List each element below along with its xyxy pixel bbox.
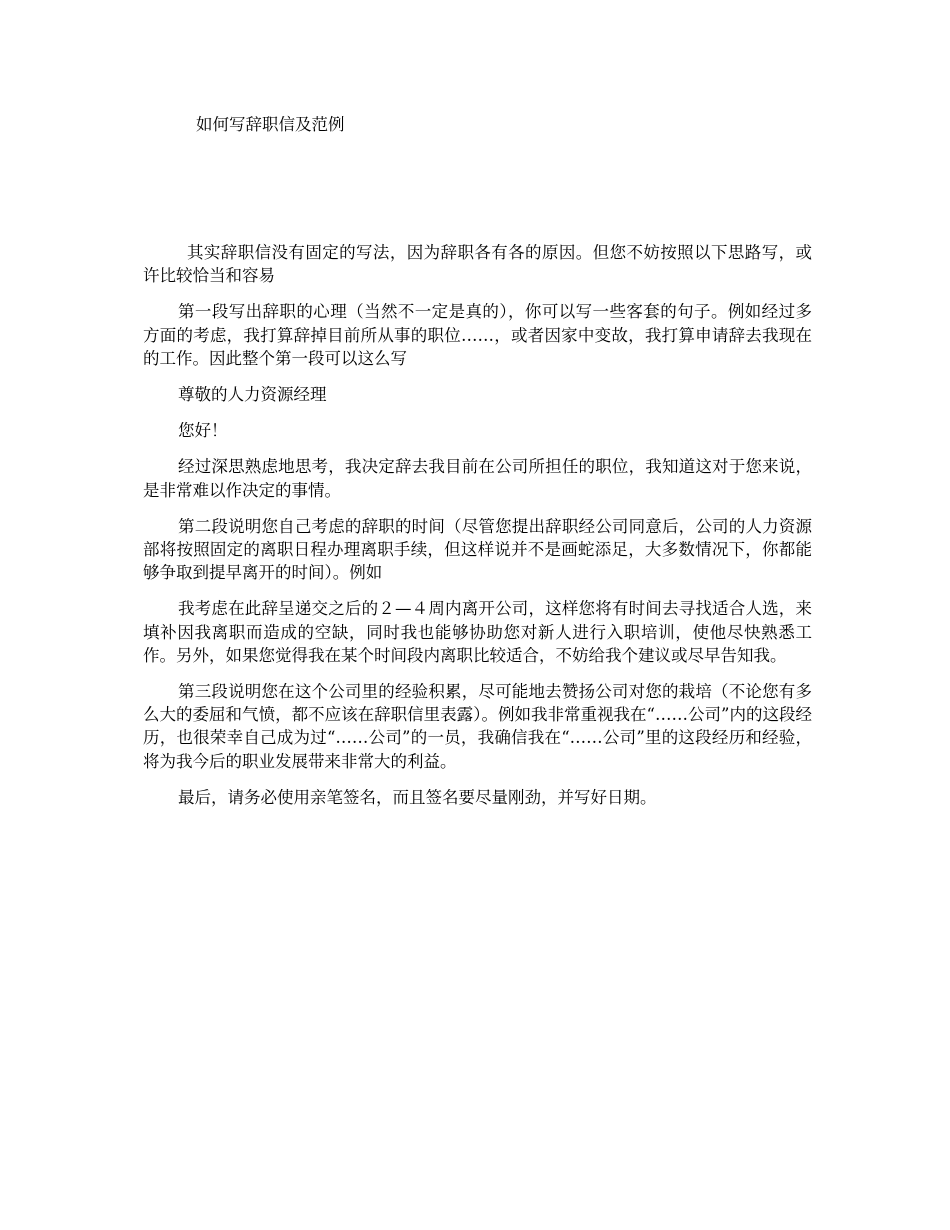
paragraph-second-section-guide: 第二段说明您自己考虑的辞职的时间（尽管您提出辞职经公司同意后，公司的人力资源部将按照固定的离职日程办理离职手续，但这样说并不是画蛇添足，大多数情况下，你都能够争取到提早离开的时间）。例如: [143, 516, 812, 583]
paragraph-first-section-guide: 第一段写出辞职的心理（当然不一定是真的），你可以写一些客套的句子。例如经过多方面的考虑，我打算辞掉目前所从事的职位……，或者因家中变故，我打算申请辞去我现在的工作。因此整个第一段可以这么写: [143, 302, 812, 368]
document-body: [143, 241, 812, 809]
sample-salutation: 尊敬的人力资源经理: [178, 385, 327, 405]
paragraph-closing-note: 最后，请务必使用亲笔签名，而且签名要尽量刚劲，并写好日期。: [178, 787, 657, 807]
paragraph-third-section-guide: 第三段说明您在这个公司里的经验积累，尽可能地去赞扬公司对您的栽培（不论您有多么大的委屈和气愤，都不应该在辞职信里表露）。例如我非常重视我在“……公司”内的这段经历，也很荣幸自己成为过“……公司”的一员，我确信我在“……公司”里的这段经历和经验，将为我今后的职业发展带来非常大的利益。: [143, 682, 812, 771]
sample-greeting: 您好！: [178, 421, 228, 441]
sample-first-paragraph: 经过深思熟虑地思考，我决定辞去我目前在公司所担任的职位，我知道这对于您来说，是非常难以作决定的事情。: [143, 457, 812, 500]
sample-second-paragraph: 我考虑在此辞呈递交之后的２—４周内离开公司，这样您将有时间去寻找适合人选，来填补因我离职而造成的空缺，同时我也能够协助您对新人进行入职培训，使他尽快熟悉工作。另外，如果您觉得我在某个时间段内离职比较适合，不妨给我个建议或尽早告知我。: [143, 599, 812, 665]
document-title: 如何写辞职信及范例: [196, 115, 345, 134]
paragraph-intro: 其实辞职信没有固定的写法，因为辞职各有各的原因。但您不妨按照以下思路写，或许比较恰当和容易: [143, 243, 812, 286]
